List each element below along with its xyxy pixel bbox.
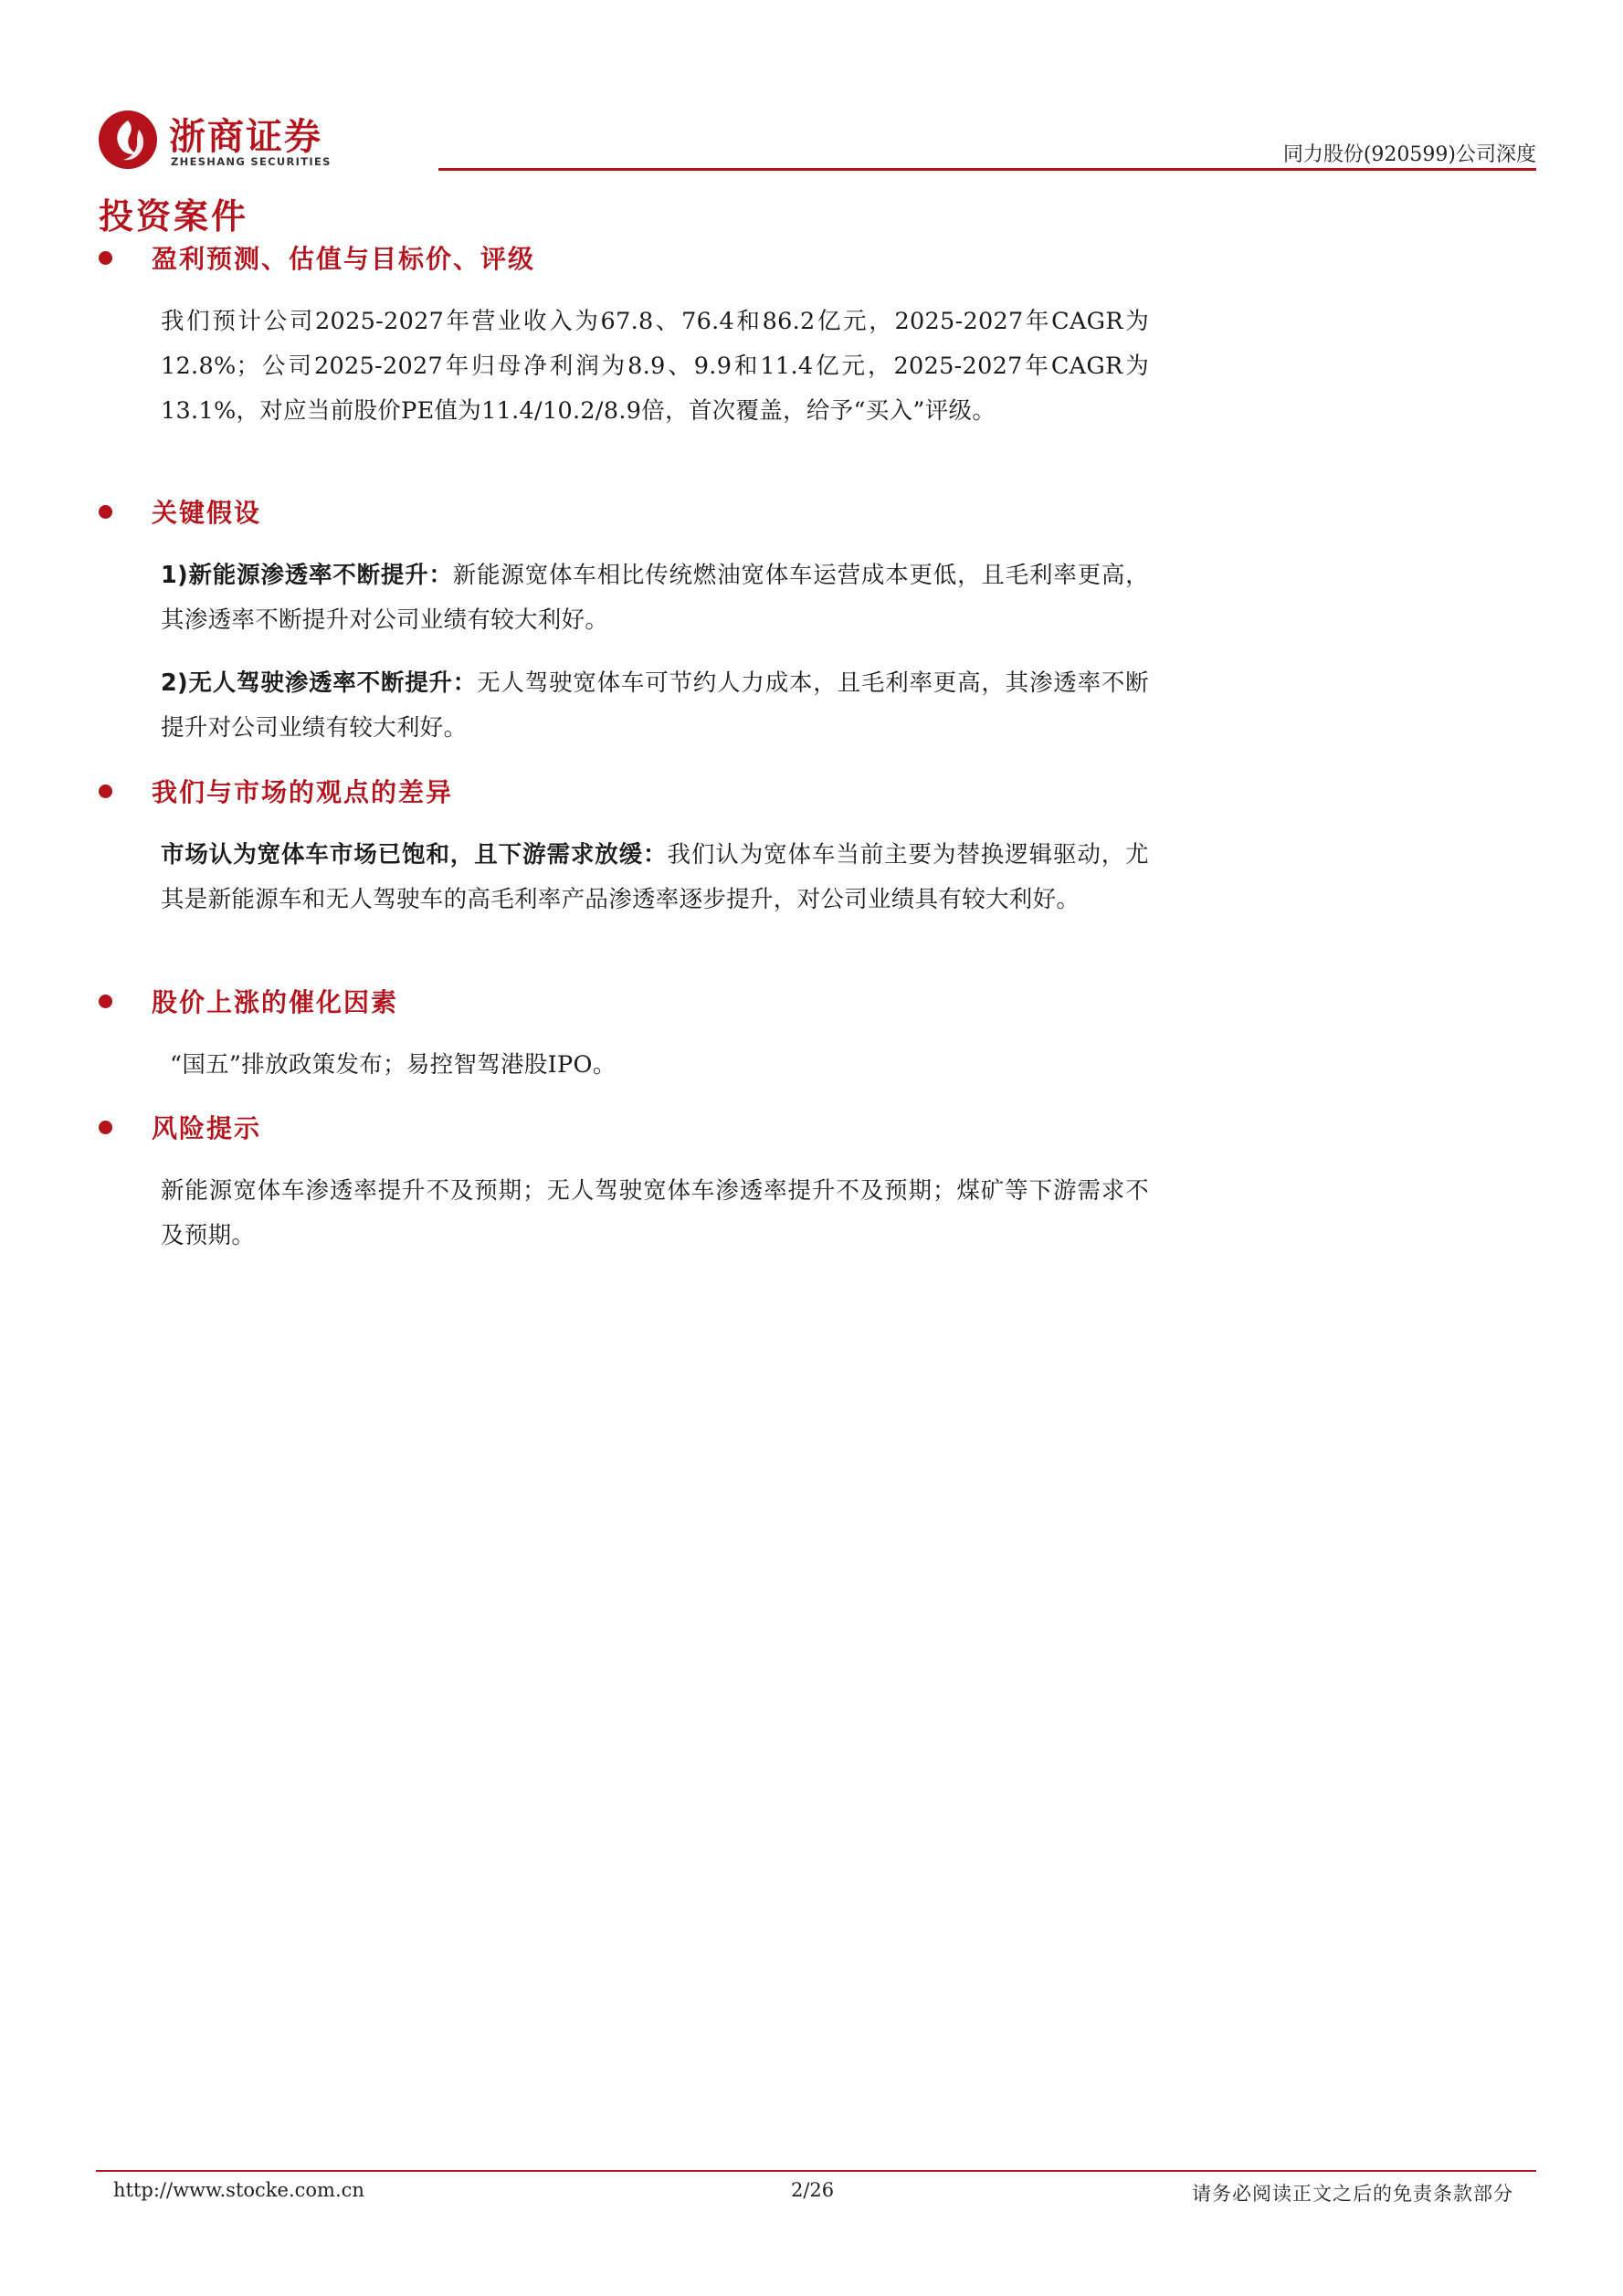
paragraph-lead: 2)无人驾驶渗透率不断提升：	[161, 669, 478, 697]
paragraph-text: 我们认为宽体车当前主要为替换逻辑驱动，尤其是新能源车和无人驾驶车的高毛利率产品渗透率逐步提升，对公司业绩具有较大利好。	[161, 841, 1149, 913]
disclaimer-note: 请务必阅读正文之后的免责条款部分	[1192, 2183, 1513, 2205]
paragraph-text: 无人驾驶宽体车可节约人力成本，且毛利率更高，其渗透率不断提升对公司业绩有较大利好。	[161, 669, 1149, 742]
bullet-dot-icon	[99, 251, 112, 265]
header-divider	[438, 168, 1536, 171]
bullet-dot-icon	[99, 1121, 112, 1134]
paragraph-text: “国五”排放政策发布；易控智驾港股IPO。	[170, 1051, 617, 1079]
brand-name-cn: 浙商证券	[169, 116, 322, 158]
bullet-dot-icon	[99, 785, 112, 798]
footer-divider	[96, 2170, 1536, 2172]
section-heading-market-view	[99, 773, 453, 809]
forecast-paragraph	[161, 300, 1149, 434]
paragraph-lead: 1)新能源渗透率不断提升：	[161, 562, 453, 589]
page-title: 投资案件	[99, 196, 249, 237]
catalysts-paragraph	[170, 1043, 1158, 1088]
section-heading-forecast	[99, 239, 535, 276]
footer-website-link[interactable]: http://www.stocke.com.cn	[113, 2179, 364, 2201]
assumption-paragraph-1	[161, 553, 1149, 643]
brand-name-en: ZHESHANG SECURITIES	[171, 155, 332, 168]
section-heading-label: 股价上涨的催化因素	[152, 987, 399, 1017]
paragraph-text: 新能源宽体车相比传统燃油宽体车运营成本更低，且毛利率更高，其渗透率不断提升对公司业绩有较大利好。	[161, 562, 1149, 634]
section-heading-label: 我们与市场的观点的差异	[152, 777, 454, 807]
paragraph-lead: 市场认为宽体车市场已饱和，且下游需求放缓：	[161, 841, 668, 869]
section-heading-label: 风险提示	[152, 1113, 262, 1143]
bullet-dot-icon	[99, 995, 112, 1008]
logo-icon	[96, 108, 160, 172]
report-type-label: 同力股份(920599)公司深度	[1282, 143, 1536, 166]
section-heading-label: 盈利预测、估值与目标价、评级	[152, 244, 536, 274]
bullet-dot-icon	[99, 505, 112, 519]
section-heading-label: 关键假设	[152, 498, 262, 528]
brand-logo	[96, 100, 343, 175]
section-heading-risks	[99, 1109, 261, 1145]
paragraph-text: 我们预计公司2025-2027年营业收入为67.8、76.4和86.2亿元，2025-2027年CAGR为12.8%；公司2025-2027年归母净利润为8.9、9.9和11.4亿元，2025-2027年CAGR为13.1%，对应当前股价PE值为11.4/10.2/8.9倍，首次覆盖，给予“买入”评级。	[161, 308, 1149, 425]
assumption-paragraph-2	[161, 661, 1149, 751]
market-view-paragraph	[161, 833, 1149, 922]
paragraph-text: 新能源宽体车渗透率提升不及预期；无人驾驶宽体车渗透率提升不及预期；煤矿等下游需求不及预期。	[161, 1177, 1149, 1249]
risks-paragraph	[161, 1169, 1149, 1259]
page-header	[96, 100, 1536, 175]
section-heading-catalysts	[99, 983, 398, 1019]
section-heading-assumptions	[99, 493, 261, 530]
page-number: 2/26	[791, 2179, 835, 2201]
